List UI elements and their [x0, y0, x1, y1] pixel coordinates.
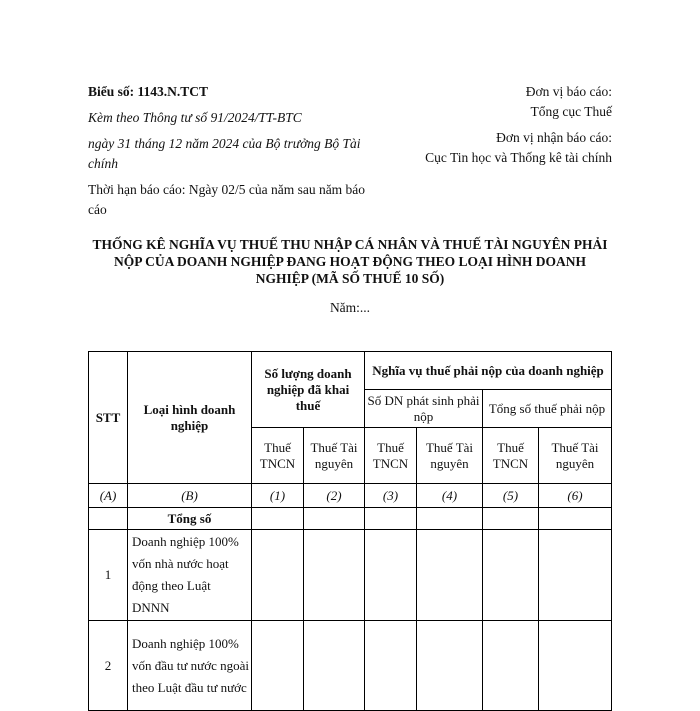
row-stt: 1	[89, 530, 128, 621]
code-cell: (5)	[483, 484, 539, 508]
document-title: THỐNG KÊ NGHĨA VỤ THUẾ THU NHẬP CÁ NHÂN VÀ THUẾ TÀI NGUYÊN PHẢI NỘP CỦA DOANH NGHIỆP ĐANG HOẠT ĐỘNG THEO LOẠI HÌNH DOANH NGHIỆP (MÃ SỐ THUẾ 10 SỐ)	[92, 237, 608, 286]
row-stt: 2	[89, 621, 128, 711]
header-declared-count: Số lượng doanh nghiệp đã khai thuế	[252, 352, 365, 428]
header-col-4: Thuế Tài nguyên	[417, 428, 483, 484]
header-col-1: Thuế TNCN	[252, 428, 304, 484]
header-total-tax: Tổng số thuế phải nộp	[483, 390, 612, 428]
code-cell: (3)	[365, 484, 417, 508]
empty-cell	[417, 621, 483, 711]
empty-cell	[304, 621, 365, 711]
empty-cell	[89, 508, 128, 530]
total-label: Tổng số	[128, 508, 252, 530]
table-row	[89, 621, 612, 711]
header-col-5: Thuế TNCN	[483, 428, 539, 484]
header-stt: STT	[89, 352, 128, 484]
code-cell: (6)	[539, 484, 612, 508]
empty-cell	[252, 530, 304, 621]
empty-cell	[417, 530, 483, 621]
receiving-unit-label: Đơn vị nhận báo cáo:	[496, 130, 612, 145]
code-cell: (1)	[252, 484, 304, 508]
issued-date: ngày 31 tháng 12 năm 2024 của Bộ trưởng Bộ Tài chính	[88, 136, 361, 171]
empty-cell	[483, 508, 539, 530]
header-enterprise-type: Loại hình doanh nghiệp	[128, 352, 252, 484]
reporting-unit-label: Đơn vị báo cáo:	[525, 84, 612, 99]
report-deadline: Thời hạn báo cáo: Ngày 02/5 của năm sau năm báo cáo	[88, 182, 366, 217]
empty-cell	[365, 508, 417, 530]
code-cell: (B)	[128, 484, 252, 508]
total-row	[89, 508, 612, 530]
empty-cell	[304, 508, 365, 530]
empty-cell	[252, 508, 304, 530]
attached-to-circular: Kèm theo Thông tư số 91/2024/TT-BTC	[88, 110, 302, 125]
code-cell: (4)	[417, 484, 483, 508]
empty-cell	[417, 508, 483, 530]
empty-cell	[539, 530, 612, 621]
header-col-6: Thuế Tài nguyên	[539, 428, 612, 484]
form-info-block	[88, 82, 378, 226]
column-code-row	[89, 484, 612, 508]
empty-cell	[539, 508, 612, 530]
report-table	[88, 351, 612, 711]
header-dn-count: Số DN phát sinh phải nộp	[365, 390, 483, 428]
code-cell: (2)	[304, 484, 365, 508]
year-line: Năm:...	[329, 300, 371, 315]
receiving-unit: Cục Tin học và Thống kê tài chính	[425, 150, 612, 165]
empty-cell	[483, 530, 539, 621]
header-tax-obligation: Nghĩa vụ thuế phải nộp của doanh nghiệp	[365, 352, 612, 390]
empty-cell	[252, 621, 304, 711]
row-enterprise-type: Doanh nghiệp 100% vốn nhà nước hoạt động theo Luật DNNN	[128, 530, 252, 621]
code-cell: (A)	[89, 484, 128, 508]
header-col-2: Thuế Tài nguyên	[304, 428, 365, 484]
reporting-unit: Tổng cục Thuế	[530, 104, 612, 119]
empty-cell	[365, 530, 417, 621]
header-col-3: Thuế TNCN	[365, 428, 417, 484]
row-enterprise-type: Doanh nghiệp 100% vốn đầu tư nước ngoài theo Luật đầu tư nước	[128, 621, 252, 711]
empty-cell	[483, 621, 539, 711]
empty-cell	[539, 621, 612, 711]
table-row	[89, 530, 612, 621]
empty-cell	[365, 621, 417, 711]
form-number: Biểu số: 1143.N.TCT	[88, 84, 209, 99]
empty-cell	[304, 530, 365, 621]
unit-info-block	[352, 82, 612, 168]
